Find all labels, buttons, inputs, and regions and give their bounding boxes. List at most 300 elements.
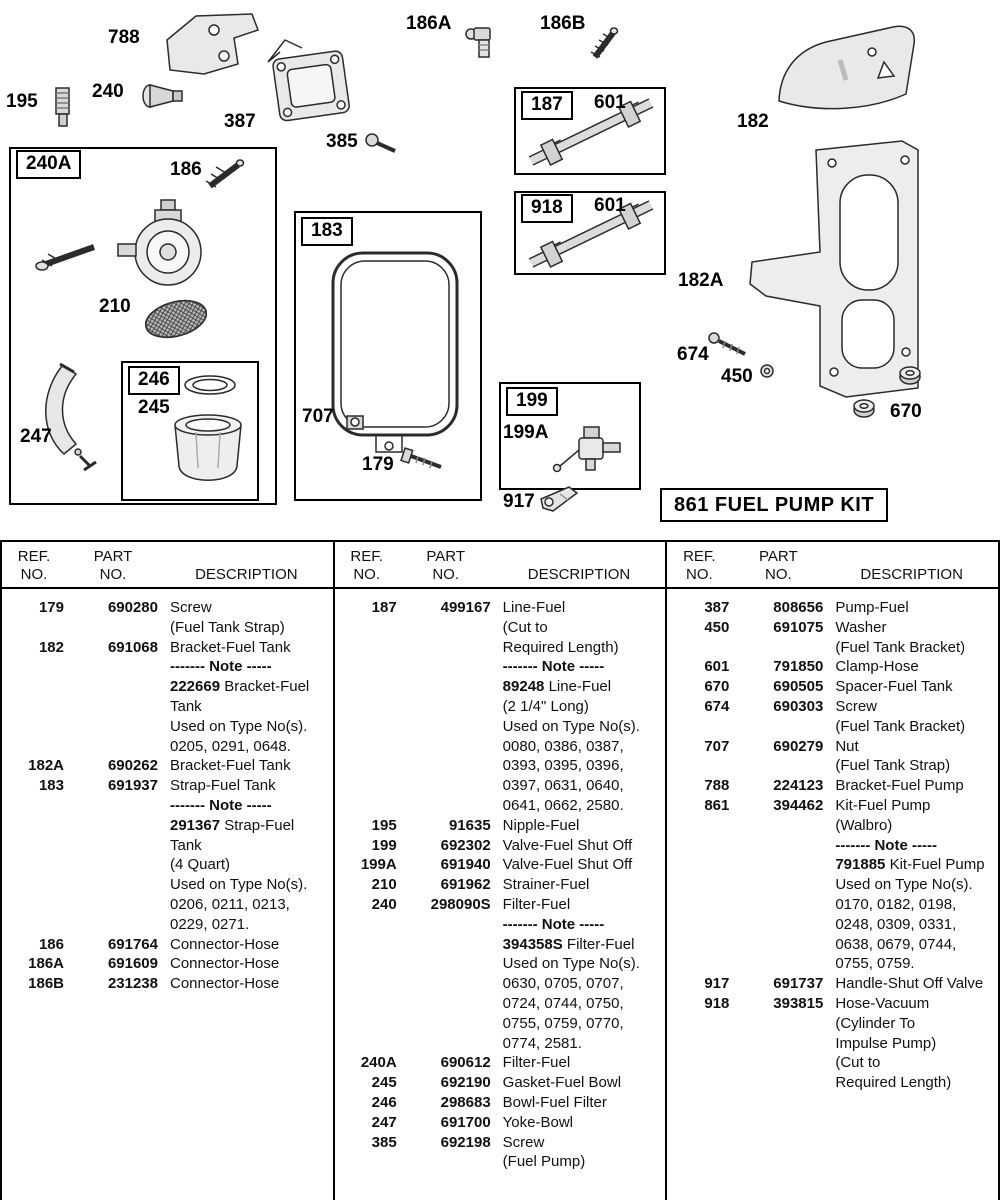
part-no-cell: 298683 [440,1093,491,1111]
part-450-washer [761,365,773,377]
part-245-gasket-fuel-bowl [185,376,235,394]
ref-no-cell [335,1014,399,1034]
description-cell: 0755, 0759. [835,955,915,973]
ref-no-cell [335,974,399,994]
description-cell: Required Length) [502,638,619,656]
ref-no-cell: 183 [38,777,64,795]
ref-no-cell [335,954,399,974]
table-row [2,638,333,658]
table-row [667,875,998,895]
ref-no-cell [335,638,399,658]
ref-no-cell [667,1034,731,1054]
description-cell: Filter-Fuel [502,895,571,913]
description-cell: (Fuel Tank Strap) [835,757,951,775]
ref-no-cell [2,618,66,638]
table-row [335,697,666,717]
description-cell: ------- Note ----- [502,915,605,933]
description-cell: Bracket-Fuel Tank [170,757,291,775]
table-row [667,836,998,856]
header-part-no [66,548,160,584]
table-row [667,1053,998,1073]
description-cell: 222669 Bracket-Fuel [170,678,310,696]
callout-186a: 186A [406,13,452,34]
description-cell: Tank [170,697,202,715]
table-row [667,756,998,776]
description-cell: 0397, 0631, 0640, [502,777,624,795]
callout-182: 182 [737,111,769,132]
table-row [335,816,666,836]
parts-table [0,540,1000,1200]
part-no-cell [66,875,160,895]
ref-no-cell [2,697,66,717]
ref-no-cell [335,915,399,935]
description-cell: Used on Type No(s). [502,717,640,735]
part-no-cell [66,717,160,737]
parts-diagram [0,0,1000,540]
callout-199a: 199A [503,422,549,443]
description-cell: Yoke-Bowl [502,1113,573,1131]
table-row [2,717,333,737]
ref-no-cell [335,1034,399,1054]
part-240a-filter-fuel [36,200,201,285]
column-body [335,589,666,1172]
part-199a-valve-fuel-shut-off [554,427,621,472]
description-cell: (Fuel Tank Bracket) [835,638,966,656]
part-no-cell [399,974,493,994]
description-cell: (Fuel Tank Strap) [170,618,285,636]
part-no-cell [66,697,160,717]
table-row [335,776,666,796]
description-cell: Screw [170,599,212,616]
description-cell: Bracket-Fuel Tank [170,638,291,656]
description-cell: Clamp-Hose [835,658,919,676]
table-row [335,1053,666,1073]
table-row [2,776,333,796]
table-row [335,855,666,875]
part-210-strainer-fuel [142,295,211,344]
callout-917: 917 [503,491,535,512]
ref-no-cell: 187 [371,599,397,616]
table-row [335,677,666,697]
header-description: DESCRIPTION [527,566,631,583]
ref-no-cell: 186 [38,935,64,953]
part-186a-connector-hose [466,28,490,57]
table-row [667,816,998,836]
ref-no-cell: 199A [360,856,397,874]
part-no-cell: 691940 [440,856,491,874]
description-cell: Strap-Fuel Tank [170,777,276,795]
table-row [335,1073,666,1093]
part-no-cell [66,796,160,816]
ref-no-cell [335,677,399,697]
description-cell: 0393, 0395, 0396, [502,757,624,775]
ref-no-cell [2,737,66,757]
part-917-handle-shut-off-valve [541,487,577,511]
table-row [335,737,666,757]
table-row [2,677,333,697]
description-cell: Gasket-Fuel Bowl [502,1074,622,1092]
header-ref-line2: NO. [686,566,713,583]
description-cell: ------- Note ----- [835,836,937,854]
ref-no-cell: 245 [371,1074,397,1092]
ref-no-cell [667,717,731,737]
part-no-cell: 224123 [773,777,824,795]
part-no-cell [399,717,493,737]
callout-918: 918 [521,194,573,223]
callout-387: 387 [224,111,256,132]
description-cell: ------- Note ----- [170,796,272,814]
callout-187: 187 [521,91,573,120]
ref-no-cell [335,657,399,677]
ref-no-cell: 210 [371,876,397,894]
callout-601-upper: 601 [594,92,626,113]
callout-450: 450 [721,366,753,387]
part-no-cell: 298090S [430,895,491,913]
part-no-cell [399,954,493,974]
table-row [335,1133,666,1153]
description-cell: (Fuel Tank Bracket) [835,717,966,735]
part-no-cell: 691937 [107,777,158,795]
table-row [335,717,666,737]
ref-no-cell [2,895,66,915]
table-row [335,836,666,856]
callout-246: 246 [128,366,180,395]
ref-no-cell [667,954,731,974]
table-row [2,737,333,757]
ref-no-cell: 182A [28,757,64,775]
part-no-cell: 690280 [107,599,158,616]
table-row [2,954,333,974]
callout-183: 183 [301,217,353,246]
part-no-cell [66,816,160,836]
header-ref-line2: NO. [20,566,48,583]
part-no-cell: 691737 [773,975,824,993]
header-description: DESCRIPTION [860,566,963,583]
part-no-cell [66,855,160,875]
description-cell: 291367 Strap-Fuel [170,816,295,834]
description-cell: 89248 Line-Fuel [502,678,612,696]
part-no-cell: 691764 [107,935,158,953]
callout-861: 861 FUEL PUMP KIT [660,488,888,522]
header-ref-line1: REF. [17,548,51,565]
column-body [2,589,333,994]
description-cell: Filter-Fuel [502,1054,571,1072]
part-no-cell [66,677,160,697]
ref-no-cell: 199 [371,836,397,854]
part-no-cell [731,756,825,776]
description-cell: Impulse Pump) [835,1034,937,1052]
table-row [2,855,333,875]
part-no-cell [399,1152,493,1172]
part-no-cell: 791850 [773,658,824,676]
part-no-cell: 499167 [440,599,491,616]
part-387-pump-fuel [268,40,350,121]
ref-no-cell [667,895,731,915]
description-cell: 0229, 0271. [170,915,250,933]
description-cell: 0724, 0744, 0750, [502,994,624,1012]
ref-no-cell [667,935,731,955]
header-part-line1: PART [426,548,465,565]
ref-no-cell [335,618,399,638]
ref-no-cell: 674 [704,697,730,715]
part-no-cell [731,816,825,836]
callout-674: 674 [677,344,709,365]
table-row [667,1073,998,1093]
part-918-hose-vacuum [529,200,653,267]
part-no-cell [731,1014,825,1034]
header-part-no [399,548,493,584]
callout-199: 199 [506,387,558,416]
part-240-filter-fuel [143,85,182,107]
description-cell: 0755, 0759, 0770, [502,1014,624,1032]
table-row [335,618,666,638]
part-no-cell: 692190 [440,1074,491,1092]
part-no-cell [731,717,825,737]
part-no-cell [66,915,160,935]
callout-601-lower: 601 [594,195,626,216]
table-row [667,638,998,658]
part-no-cell [731,935,825,955]
table-row [2,915,333,935]
part-no-cell [731,1073,825,1093]
table-row [667,994,998,1014]
description-cell: Pump-Fuel [835,599,909,616]
table-row [667,737,998,757]
table-row [2,974,333,994]
part-no-cell [731,836,825,856]
table-row [667,697,998,717]
table-row [2,657,333,677]
part-no-cell: 691075 [773,618,824,636]
description-cell: Nipple-Fuel [502,816,580,834]
part-246-bowl-fuel-filter [175,415,241,480]
ref-no-cell [667,915,731,935]
part-no-cell: 91635 [448,816,491,834]
description-cell: Strainer-Fuel [502,876,590,894]
header-part-line2: NO. [99,566,127,583]
ref-no-cell [2,657,66,677]
callout-788: 788 [108,27,140,48]
description-cell: Required Length) [835,1074,952,1092]
header-part-line2: NO. [432,566,459,583]
part-no-cell: 394462 [773,796,824,814]
description-cell: 0248, 0309, 0331, [835,915,957,933]
ref-no-cell [667,1073,731,1093]
header-ref-no [2,548,66,584]
description-cell: (Walbro) [835,816,893,834]
ref-no-cell: 788 [704,777,730,795]
description-cell: 394358S Filter-Fuel [502,935,635,953]
ref-no-cell [335,756,399,776]
ref-no-cell: 670 [704,678,730,696]
table-row [2,836,333,856]
part-no-cell: 690303 [773,697,824,715]
table-row [335,638,666,658]
ref-no-cell [2,796,66,816]
callout-210: 210 [99,296,131,317]
ref-no-cell: 186B [28,975,64,993]
callout-245: 245 [138,397,170,418]
part-no-cell: 691700 [440,1113,491,1131]
table-row [667,598,998,618]
callout-179: 179 [362,454,394,475]
part-no-cell [399,697,493,717]
table-row [2,895,333,915]
description-cell: Bracket-Fuel Pump [835,777,964,795]
description-cell: (4 Quart) [170,856,231,874]
table-row [667,855,998,875]
part-247-yoke-bowl [46,364,96,470]
table-row [335,598,666,618]
ref-no-cell: 195 [371,816,397,834]
ref-no-cell: 246 [371,1093,397,1111]
description-cell: 0774, 2581. [502,1034,582,1052]
ref-no-cell [667,875,731,895]
part-no-cell [731,1034,825,1054]
part-no-cell: 690262 [107,757,158,775]
header-ref-no [667,548,731,584]
ref-no-cell [667,1053,731,1073]
table-row [667,657,998,677]
part-no-cell [399,677,493,697]
header-part-no [731,548,825,584]
table-row [667,895,998,915]
ref-no-cell: 240 [371,895,397,913]
description-cell: 0638, 0679, 0744, [835,935,957,953]
part-no-cell [731,954,825,974]
callout-247: 247 [20,426,52,447]
table-row [335,1014,666,1034]
description-cell: 0206, 0211, 0213, [170,895,290,913]
header-ref-line2: NO. [353,566,380,583]
ref-no-cell: 186A [28,955,64,973]
part-no-cell: 692302 [440,836,491,854]
description-cell: Hose-Vacuum [835,994,930,1012]
callout-707: 707 [302,406,334,427]
part-no-cell [66,618,160,638]
part-no-cell [399,1034,493,1054]
description-cell: (Cylinder To [835,1014,916,1032]
table-row [335,756,666,776]
part-186-connector-hose [206,160,244,187]
ref-no-cell [2,717,66,737]
table-row [335,935,666,955]
callout-240a: 240A [16,150,81,179]
description-cell: Kit-Fuel Pump [835,796,931,814]
description-cell: 0641, 0662, 2580. [502,796,624,814]
table-row [667,974,998,994]
description-cell: Washer [835,618,887,636]
part-788-bracket-fuel-pump [167,14,258,74]
description-cell: Used on Type No(s). [170,876,308,894]
ref-no-cell: 918 [704,994,730,1012]
ref-no-cell: 182 [38,638,64,656]
part-674-screw [709,333,745,354]
table-row [335,954,666,974]
table-row [335,796,666,816]
part-no-cell: 691068 [107,638,158,656]
table-row [2,796,333,816]
table-row [335,1093,666,1113]
description-cell: ------- Note ----- [502,658,605,676]
header-ref-no [335,548,399,584]
part-186b-connector-hose [591,28,618,57]
description-cell: Screw [502,1133,545,1151]
column-header [2,542,333,589]
part-no-cell [399,994,493,1014]
part-no-cell [731,855,825,875]
part-no-cell: 692198 [440,1133,491,1151]
description-cell: (2 1/4" Long) [502,697,589,715]
ref-no-cell [667,836,731,856]
table-row [335,875,666,895]
part-no-cell [731,1053,825,1073]
ref-no-cell: 240A [360,1054,397,1072]
description-cell: 0170, 0182, 0198, [835,895,957,913]
ref-no-cell [2,915,66,935]
description-cell: Connector-Hose [170,935,280,953]
description-cell: Screw [835,697,878,715]
part-no-cell [399,618,493,638]
ref-no-cell [667,1014,731,1034]
description-cell: Line-Fuel [502,599,566,616]
description-cell: 0205, 0291, 0648. [170,737,291,755]
part-no-cell [731,638,825,658]
table-row [667,915,998,935]
table-column-2 [335,542,668,1200]
box-183 [295,212,481,500]
table-row [667,776,998,796]
ref-no-cell [667,756,731,776]
description-cell: Handle-Shut Off Valve [835,975,984,993]
description-cell: Bowl-Fuel Filter [502,1093,607,1111]
column-header [335,542,666,589]
header-part-line1: PART [759,548,798,565]
table-row [2,875,333,895]
table-row [2,697,333,717]
description-cell: Used on Type No(s). [170,717,308,735]
column-body [667,589,998,1093]
ref-no-cell [2,816,66,836]
description-cell: (Cut to [835,1054,881,1072]
table-column-3 [667,542,998,1200]
part-no-cell: 393815 [773,994,824,1012]
description-cell: (Fuel Pump) [502,1153,586,1171]
ref-no-cell: 179 [38,599,64,616]
part-no-cell [399,915,493,935]
header-ref-line1: REF. [350,548,383,565]
part-no-cell: 691962 [440,876,491,894]
part-no-cell [66,737,160,757]
description-cell: Used on Type No(s). [835,876,973,894]
part-no-cell [399,638,493,658]
description-cell: Connector-Hose [170,955,280,973]
ref-no-cell [2,677,66,697]
part-no-cell [399,737,493,757]
description-cell: Used on Type No(s). [502,955,640,973]
part-no-cell [66,836,160,856]
ref-no-cell [335,737,399,757]
table-row [335,1113,666,1133]
box-199 [500,383,640,489]
part-no-cell: 690279 [773,737,824,755]
part-179-screw [401,448,441,468]
ref-no-cell [335,935,399,955]
column-header [667,542,998,589]
ref-no-cell [335,697,399,717]
diagram-art [0,0,1000,540]
table-row [2,598,333,618]
